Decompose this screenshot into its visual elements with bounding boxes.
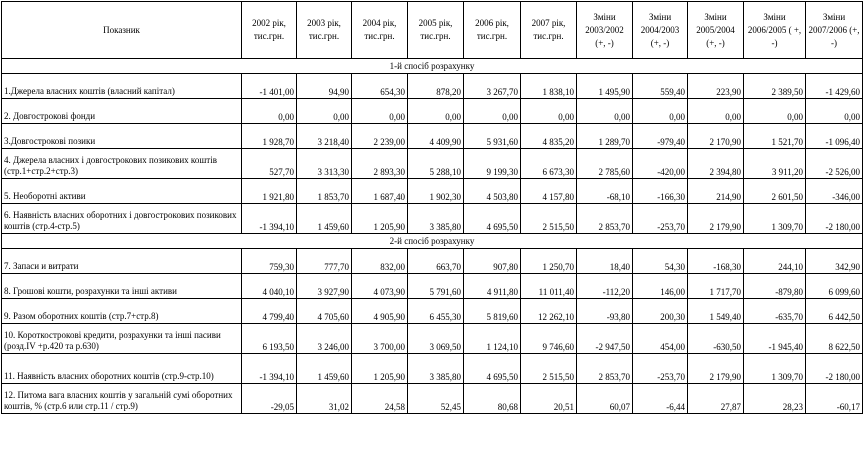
table-row — [2, 249, 863, 274]
value-cell: 1 309,70 — [744, 204, 806, 234]
value-cell: 146,00 — [633, 274, 688, 299]
value-cell: 1 902,30 — [408, 179, 464, 204]
value-cell: 0,00 — [242, 99, 297, 124]
value-cell: 60,07 — [577, 384, 633, 414]
row-label: 1.Джерела власних коштів (власний капітал) — [2, 74, 242, 99]
header-cell: Зміни 2005/2004 (+, -) — [688, 2, 744, 59]
header-cell: 2003 рік, тис.грн. — [297, 2, 352, 59]
value-cell: 832,00 — [352, 249, 408, 274]
value-cell: 200,30 — [633, 299, 688, 324]
value-cell: 2 389,50 — [744, 74, 806, 99]
value-cell: 1 853,70 — [297, 179, 352, 204]
table-row — [2, 274, 863, 299]
value-cell: 31,02 — [297, 384, 352, 414]
value-cell: 27,87 — [688, 384, 744, 414]
section-title: 1-й спосіб розрахунку — [2, 59, 863, 74]
table-row — [2, 324, 863, 354]
row-label: 4. Джерела власних і довгострокових позикових коштів (стр.1+стр.2+стр.3) — [2, 149, 242, 179]
value-cell: 0,00 — [352, 99, 408, 124]
header-cell: Зміни 2007/2006 (+, -) — [806, 2, 863, 59]
value-cell: -29,05 — [242, 384, 297, 414]
table-row — [2, 99, 863, 124]
value-cell: 11 011,40 — [521, 274, 577, 299]
value-cell: -420,00 — [633, 149, 688, 179]
value-cell: 8 622,50 — [806, 324, 863, 354]
value-cell: 4 911,80 — [464, 274, 521, 299]
row-label: 8. Грошові кошти, розрахунки та інші активи — [2, 274, 242, 299]
header-cell: 2006 рік, тис.грн. — [464, 2, 521, 59]
value-cell: 244,10 — [744, 249, 806, 274]
value-cell: 2 601,50 — [744, 179, 806, 204]
value-cell: 654,30 — [352, 74, 408, 99]
value-cell: 2 515,50 — [521, 204, 577, 234]
header-row — [2, 2, 863, 59]
value-cell: 4 040,10 — [242, 274, 297, 299]
value-cell: -166,30 — [633, 179, 688, 204]
value-cell: 3 700,00 — [352, 324, 408, 354]
value-cell: 454,00 — [633, 324, 688, 354]
value-cell: 1 717,70 — [688, 274, 744, 299]
section-row — [2, 59, 863, 74]
value-cell: -979,40 — [633, 124, 688, 149]
table-row — [2, 204, 863, 234]
value-cell: -2 180,00 — [806, 204, 863, 234]
value-cell: 4 409,90 — [408, 124, 464, 149]
value-cell: -68,10 — [577, 179, 633, 204]
financial-table — [1, 1, 863, 414]
header-cell: Зміни 2003/2002 (+, -) — [577, 2, 633, 59]
value-cell: 2 170,90 — [688, 124, 744, 149]
value-cell: 1 459,60 — [297, 354, 352, 384]
header-cell: 2007 рік, тис.грн. — [521, 2, 577, 59]
value-cell: 3 218,40 — [297, 124, 352, 149]
value-cell: 5 819,60 — [464, 299, 521, 324]
value-cell: 9 199,30 — [464, 149, 521, 179]
value-cell: -60,17 — [806, 384, 863, 414]
value-cell: 4 503,80 — [464, 179, 521, 204]
value-cell: 1 687,40 — [352, 179, 408, 204]
header-cell: 2002 рік, тис.грн. — [242, 2, 297, 59]
value-cell: 0,00 — [577, 99, 633, 124]
value-cell: 0,00 — [297, 99, 352, 124]
value-cell: 0,00 — [408, 99, 464, 124]
value-cell: 1 205,90 — [352, 354, 408, 384]
value-cell: -1 394,10 — [242, 204, 297, 234]
row-label: 10. Короткострокові кредити, розрахунки та інші пасиви (розд.IV +р.420 та р.630) — [2, 324, 242, 354]
value-cell: 3 385,80 — [408, 204, 464, 234]
value-cell: 1 921,80 — [242, 179, 297, 204]
value-cell: 3 911,20 — [744, 149, 806, 179]
value-cell: 223,90 — [688, 74, 744, 99]
row-label: 3.Довгострокові позики — [2, 124, 242, 149]
section-title: 2-й спосіб розрахунку — [2, 234, 863, 249]
value-cell: 5 931,60 — [464, 124, 521, 149]
value-cell: 9 746,60 — [521, 324, 577, 354]
value-cell: 94,90 — [297, 74, 352, 99]
value-cell: 2 515,50 — [521, 354, 577, 384]
value-cell: 4 695,50 — [464, 204, 521, 234]
value-cell: 2 853,70 — [577, 204, 633, 234]
value-cell: 3 313,30 — [297, 149, 352, 179]
value-cell: 878,20 — [408, 74, 464, 99]
value-cell: 4 073,90 — [352, 274, 408, 299]
value-cell: 54,30 — [633, 249, 688, 274]
value-cell: 777,70 — [297, 249, 352, 274]
value-cell: 4 705,60 — [297, 299, 352, 324]
value-cell: 2 853,70 — [577, 354, 633, 384]
value-cell: 342,90 — [806, 249, 863, 274]
value-cell: -168,30 — [688, 249, 744, 274]
header-cell: Зміни 2006/2005 ( +, -) — [744, 2, 806, 59]
value-cell: 0,00 — [806, 99, 863, 124]
value-cell: 214,90 — [688, 179, 744, 204]
table-row — [2, 354, 863, 384]
value-cell: -1 945,40 — [744, 324, 806, 354]
section-row — [2, 234, 863, 249]
value-cell: 2 179,90 — [688, 354, 744, 384]
value-cell: 18,40 — [577, 249, 633, 274]
value-cell: 2 179,90 — [688, 204, 744, 234]
value-cell: -635,70 — [744, 299, 806, 324]
header-cell: Зміни 2004/2003 (+, -) — [633, 2, 688, 59]
table-row — [2, 179, 863, 204]
table-row — [2, 124, 863, 149]
value-cell: 6 455,30 — [408, 299, 464, 324]
value-cell: 1 838,10 — [521, 74, 577, 99]
value-cell: 4 799,40 — [242, 299, 297, 324]
value-cell: 0,00 — [688, 99, 744, 124]
value-cell: -2 526,00 — [806, 149, 863, 179]
value-cell: -1 394,10 — [242, 354, 297, 384]
value-cell: 1 205,90 — [352, 204, 408, 234]
value-cell: 3 069,50 — [408, 324, 464, 354]
value-cell: 1 250,70 — [521, 249, 577, 274]
header-cell: Показник — [2, 2, 242, 59]
value-cell: 5 288,10 — [408, 149, 464, 179]
value-cell: 0,00 — [464, 99, 521, 124]
value-cell: 24,58 — [352, 384, 408, 414]
row-label: 5. Необоротні активи — [2, 179, 242, 204]
value-cell: 1 521,70 — [744, 124, 806, 149]
value-cell: 1 549,40 — [688, 299, 744, 324]
value-cell: -2 180,00 — [806, 354, 863, 384]
table-row — [2, 299, 863, 324]
value-cell: 2 239,00 — [352, 124, 408, 149]
value-cell: -6,44 — [633, 384, 688, 414]
header-cell: 2004 рік, тис.грн. — [352, 2, 408, 59]
value-cell: 0,00 — [633, 99, 688, 124]
value-cell: 52,45 — [408, 384, 464, 414]
value-cell: 1 928,70 — [242, 124, 297, 149]
value-cell: 80,68 — [464, 384, 521, 414]
value-cell: 2 893,30 — [352, 149, 408, 179]
table-row — [2, 384, 863, 414]
value-cell: 759,30 — [242, 249, 297, 274]
value-cell: 1 495,90 — [577, 74, 633, 99]
value-cell: 5 791,60 — [408, 274, 464, 299]
value-cell: 663,70 — [408, 249, 464, 274]
table-row — [2, 149, 863, 179]
value-cell: 3 246,00 — [297, 324, 352, 354]
row-label: 9. Разом оборотних коштів (стр.7+стр.8) — [2, 299, 242, 324]
value-cell: 1 124,10 — [464, 324, 521, 354]
value-cell: 4 695,50 — [464, 354, 521, 384]
value-cell: 4 905,90 — [352, 299, 408, 324]
value-cell: -253,70 — [633, 204, 688, 234]
value-cell: 4 157,80 — [521, 179, 577, 204]
value-cell: 12 262,10 — [521, 299, 577, 324]
value-cell: 0,00 — [744, 99, 806, 124]
value-cell: 6 099,60 — [806, 274, 863, 299]
value-cell: 907,80 — [464, 249, 521, 274]
value-cell: -879,80 — [744, 274, 806, 299]
value-cell: -630,50 — [688, 324, 744, 354]
table-row — [2, 74, 863, 99]
row-label: 11. Наявність власних оборотних коштів (стр.9-стр.10) — [2, 354, 242, 384]
row-label: 6. Наявність власних оборотних і довгострокових позикових коштів (стр.4-стр.5) — [2, 204, 242, 234]
value-cell: -1 096,40 — [806, 124, 863, 149]
value-cell: 28,23 — [744, 384, 806, 414]
value-cell: -112,20 — [577, 274, 633, 299]
header-cell: 2005 рік, тис.грн. — [408, 2, 464, 59]
value-cell: 3 927,90 — [297, 274, 352, 299]
value-cell: 559,40 — [633, 74, 688, 99]
value-cell: -346,00 — [806, 179, 863, 204]
value-cell: -253,70 — [633, 354, 688, 384]
row-label: 12. Питома вага власних коштів у загальній сумі оборотних коштів, % (стр.6 или стр.11 / стр.9) — [2, 384, 242, 414]
value-cell: 2 394,80 — [688, 149, 744, 179]
value-cell: 6 673,30 — [521, 149, 577, 179]
value-cell: -1 429,60 — [806, 74, 863, 99]
row-label: 2. Довгострокові фонди — [2, 99, 242, 124]
value-cell: 1 309,70 — [744, 354, 806, 384]
value-cell: 3 267,70 — [464, 74, 521, 99]
value-cell: 0,00 — [521, 99, 577, 124]
value-cell: -2 947,50 — [577, 324, 633, 354]
value-cell: 6 442,50 — [806, 299, 863, 324]
value-cell: 4 835,20 — [521, 124, 577, 149]
row-label: 7. Запаси и витрати — [2, 249, 242, 274]
value-cell: 3 385,80 — [408, 354, 464, 384]
value-cell: 1 289,70 — [577, 124, 633, 149]
value-cell: 1 459,60 — [297, 204, 352, 234]
value-cell: -1 401,00 — [242, 74, 297, 99]
value-cell: 20,51 — [521, 384, 577, 414]
value-cell: -93,80 — [577, 299, 633, 324]
value-cell: 527,70 — [242, 149, 297, 179]
value-cell: 6 193,50 — [242, 324, 297, 354]
value-cell: 2 785,60 — [577, 149, 633, 179]
